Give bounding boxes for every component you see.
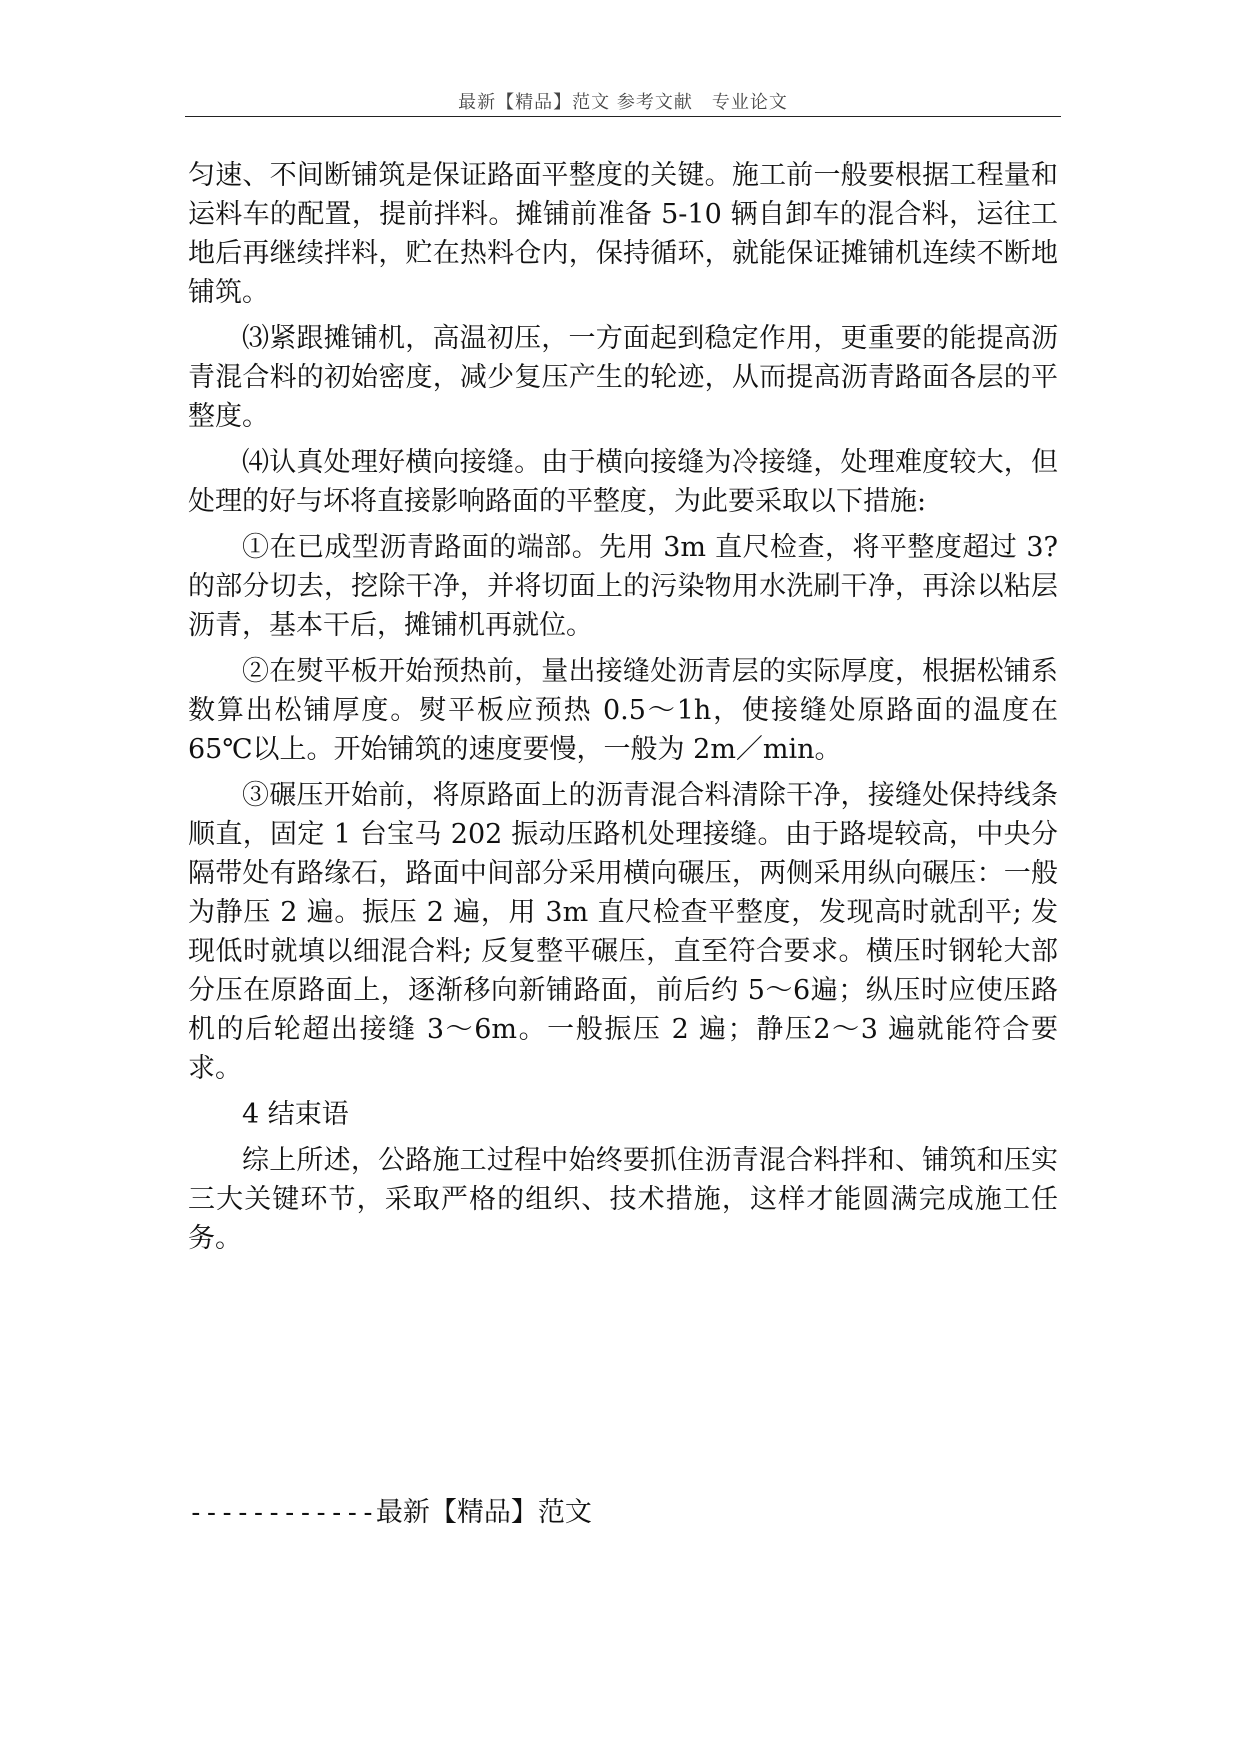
page-footer [188,1493,592,1533]
paragraph-step-3: ③碾压开始前，将原路面上的沥青混合料清除干净，接缝处保持线条顺直，固定 1 台宝马 202 振动压路机处理接缝。由于路堤较高，中央分隔带处有路缘石，路面中间部分采用横向碾压，两侧采用纵向碾压：一般为静压 2 遍。振压 2 遍，用 3m 直尺检查平整度，发现高时就刮平; 发现低时就填以细混合料; 反复整平碾压，直至符合要求。横压时钢轮大部分压在原路面上，逐渐移向新铺路面，前后约 5～6遍；纵压时应使压路机的后轮超出接缝 3～6m。一般振压 2 遍；静压2～3 遍就能符合要求。 [188,780,1058,1084]
section-heading-conclusion: 4 结束语 [242,1099,349,1130]
paragraph-conclusion: 综上所述，公路施工过程中始终要抓住沥青混合料拌和、铺筑和压实三大关键环节，采取严格的组织、技术措施，这样才能圆满完成施工任务。 [188,1145,1058,1254]
paragraph-continuation: 匀速、不间断铺筑是保证路面平整度的关键。施工前一般要根据工程量和运料车的配置，提前拌料。摊铺前准备 5-10 辆自卸车的混合料，运往工地后再继续拌料，贮在热料仓内，保持循环，就能保证摊铺机连续不断地铺筑。 [188,160,1058,308]
paragraph-step-1: ①在已成型沥青路面的端部。先用 3m 直尺检查，将平整度超过 3?的部分切去，挖除干净，并将切面上的污染物用水洗刷干净，再涂以粘层沥青，基本干后，摊铺机再就位。 [188,532,1058,641]
paragraph-step-2: ②在熨平板开始预热前，量出接缝处沥青层的实际厚度，根据松铺系数算出松铺厚度。熨平板应预热 0.5～1h，使接缝处原路面的温度在 65℃以上。开始铺筑的速度要慢，一般为 2m／min。 [188,656,1058,765]
paragraph-item-3: ⑶紧跟摊铺机，高温初压，一方面起到稳定作用，更重要的能提高沥青混合料的初始密度，减少复压产生的轮迹，从而提高沥青路面各层的平整度。 [188,323,1058,432]
footer-dashes: ------------ [188,1498,376,1528]
page-header: 最新【精品】范文 参考文献 专业论文 [458,92,788,113]
paragraph-item-4: ⑷认真处理好横向接缝。由于横向接缝为冷接缝，处理难度较大，但处理的好与坏将直接影响路面的平整度，为此要采取以下措施: [188,447,1058,517]
document-body [188,156,1058,1265]
footer-text: 最新【精品】范文 [375,1497,592,1528]
header-rule [185,116,1061,117]
